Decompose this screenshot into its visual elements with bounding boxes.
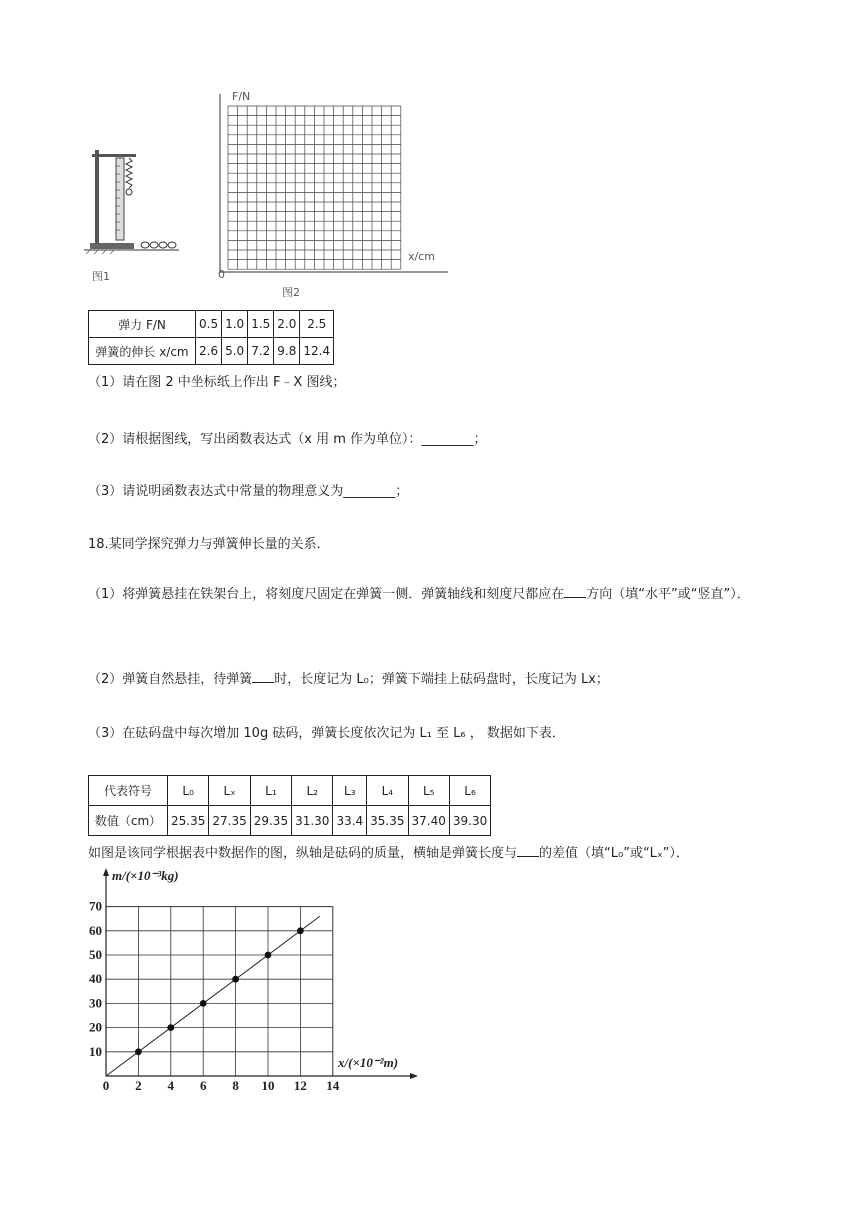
table-header-cell: 弹簧的伸长 x/cm [89,338,196,365]
x-axis-label: x/(×10⁻²m) [338,1055,399,1070]
q18-part4-text-a: 如图是该同学根据表中数据作的图，纵轴是砝码的质量，横轴是弹簧长度与 [88,846,518,861]
x-tick-label: 0 [102,1078,110,1092]
table-cell: 39.30 [449,806,490,836]
table-cell: L₄ [367,776,408,806]
q18-part3: （3）在砝码盘中每次增加 10g 砝码，弹簧长度依次记为 L₁ 至 L₆ ， 数据如下表． [88,726,565,741]
q18-part1 [88,582,778,608]
table-cell: 27.35 [209,806,250,836]
table-cell: 2.6 [196,338,222,365]
answer-blank [564,585,586,598]
table-header-cell: 代表符号 [89,776,168,806]
y-tick-label: 40 [89,971,102,987]
table-cell: 25.35 [168,806,209,836]
x-tick-label: 10 [261,1078,275,1092]
table-cell: 35.35 [367,806,408,836]
y-tick-label: 60 [89,922,102,938]
data-point [200,1000,207,1007]
answer-blank [252,670,274,683]
q18-part2-text-b: 时，长度记为 L₀；弹簧下端挂上砝码盘时，长度记为 Lx； [274,672,609,687]
table-cell: L₂ [292,776,333,806]
data-point [167,1024,174,1031]
table-cell: 7.2 [248,338,274,365]
x-axis-arrow [410,1073,418,1079]
table-cell: 9.8 [274,338,300,365]
table-row [89,776,491,806]
q17-part3: （3）请说明函数表达式中常量的物理意义为________； [88,484,409,499]
table-cell: 1.5 [248,311,274,338]
q18-part4 [88,844,689,863]
figure2-y-axis-label: F/N [232,90,251,103]
data-point [297,927,304,934]
x-tick-label: 14 [326,1078,340,1092]
y-tick-label: 10 [89,1043,102,1059]
figure1-label: 图1 [92,270,110,283]
table-row [89,311,334,338]
table-cell: 1.0 [222,311,248,338]
table-cell: L₅ [408,776,449,806]
table-cell: 0.5 [196,311,222,338]
spring-length-table [88,775,491,836]
q18-title: 18.某同学探究弹力与弹簧伸长量的关系． [88,537,330,552]
x-tick-label: 8 [232,1078,239,1092]
table-cell: 29.35 [250,806,291,836]
x-tick-label: 4 [167,1078,175,1092]
table-row [89,338,334,365]
data-point [265,952,272,959]
force-extension-table [88,310,334,365]
y-tick-label: 20 [89,1019,102,1035]
table-cell: 31.30 [292,806,333,836]
y-tick-label: 70 [89,898,102,914]
table-row [89,806,491,836]
data-point [232,976,239,983]
y-tick-label: 50 [89,947,102,962]
table-cell: L₃ [333,776,367,806]
table-cell: 2.5 [300,311,334,338]
table-cell: L₀ [168,776,209,806]
figure2-x-axis-label: x/cm [408,250,435,263]
data-point [135,1048,142,1055]
table-header-cell: 弹力 F/N [89,311,196,338]
q18-part1-text-a: （1）将弹簧悬挂在铁架台上，将刻度尺固定在弹簧一侧．弹簧轴线和刻度尺都应在 [88,587,565,602]
q18-part1-text-b: 方向（填“水平”或“竖直”）． [586,587,750,602]
q18-part4-text-b: 的差值（填“L₀”或“Lₓ”）． [539,846,689,861]
table-cell: 5.0 [222,338,248,365]
figure1-apparatus [84,140,184,260]
y-axis-label: m/(×10⁻³kg) [112,868,179,883]
q17-part1: （1）请在图 2 中坐标纸上作出 F﹣X 图线； [88,375,346,390]
table-cell: 33.4 [333,806,367,836]
y-axis-arrow [103,868,109,876]
x-tick-label: 12 [293,1078,307,1092]
table-header-cell: 数值（cm） [89,806,168,836]
q18-part2-text-a: （2）弹簧自然悬挂，待弹簧 [88,672,253,687]
table-cell: L₁ [250,776,291,806]
answer-blank [517,844,539,857]
mass-extension-chart [84,866,424,1092]
q18-part2 [88,670,609,689]
table-cell: 2.0 [274,311,300,338]
figure2-origin-label: 0 [218,268,225,281]
table-cell: 12.4 [300,338,334,365]
table-cell: Lₓ [209,776,250,806]
q17-part2: （2）请根据图线，写出函数表达式（x 用 m 作为单位）：________； [88,432,487,447]
table-cell: 37.40 [408,806,449,836]
table-cell: L₆ [449,776,490,806]
x-tick-label: 2 [135,1078,142,1092]
x-tick-label: 6 [199,1078,207,1092]
figure2-label: 图2 [282,286,300,299]
y-tick-label: 30 [89,995,102,1011]
